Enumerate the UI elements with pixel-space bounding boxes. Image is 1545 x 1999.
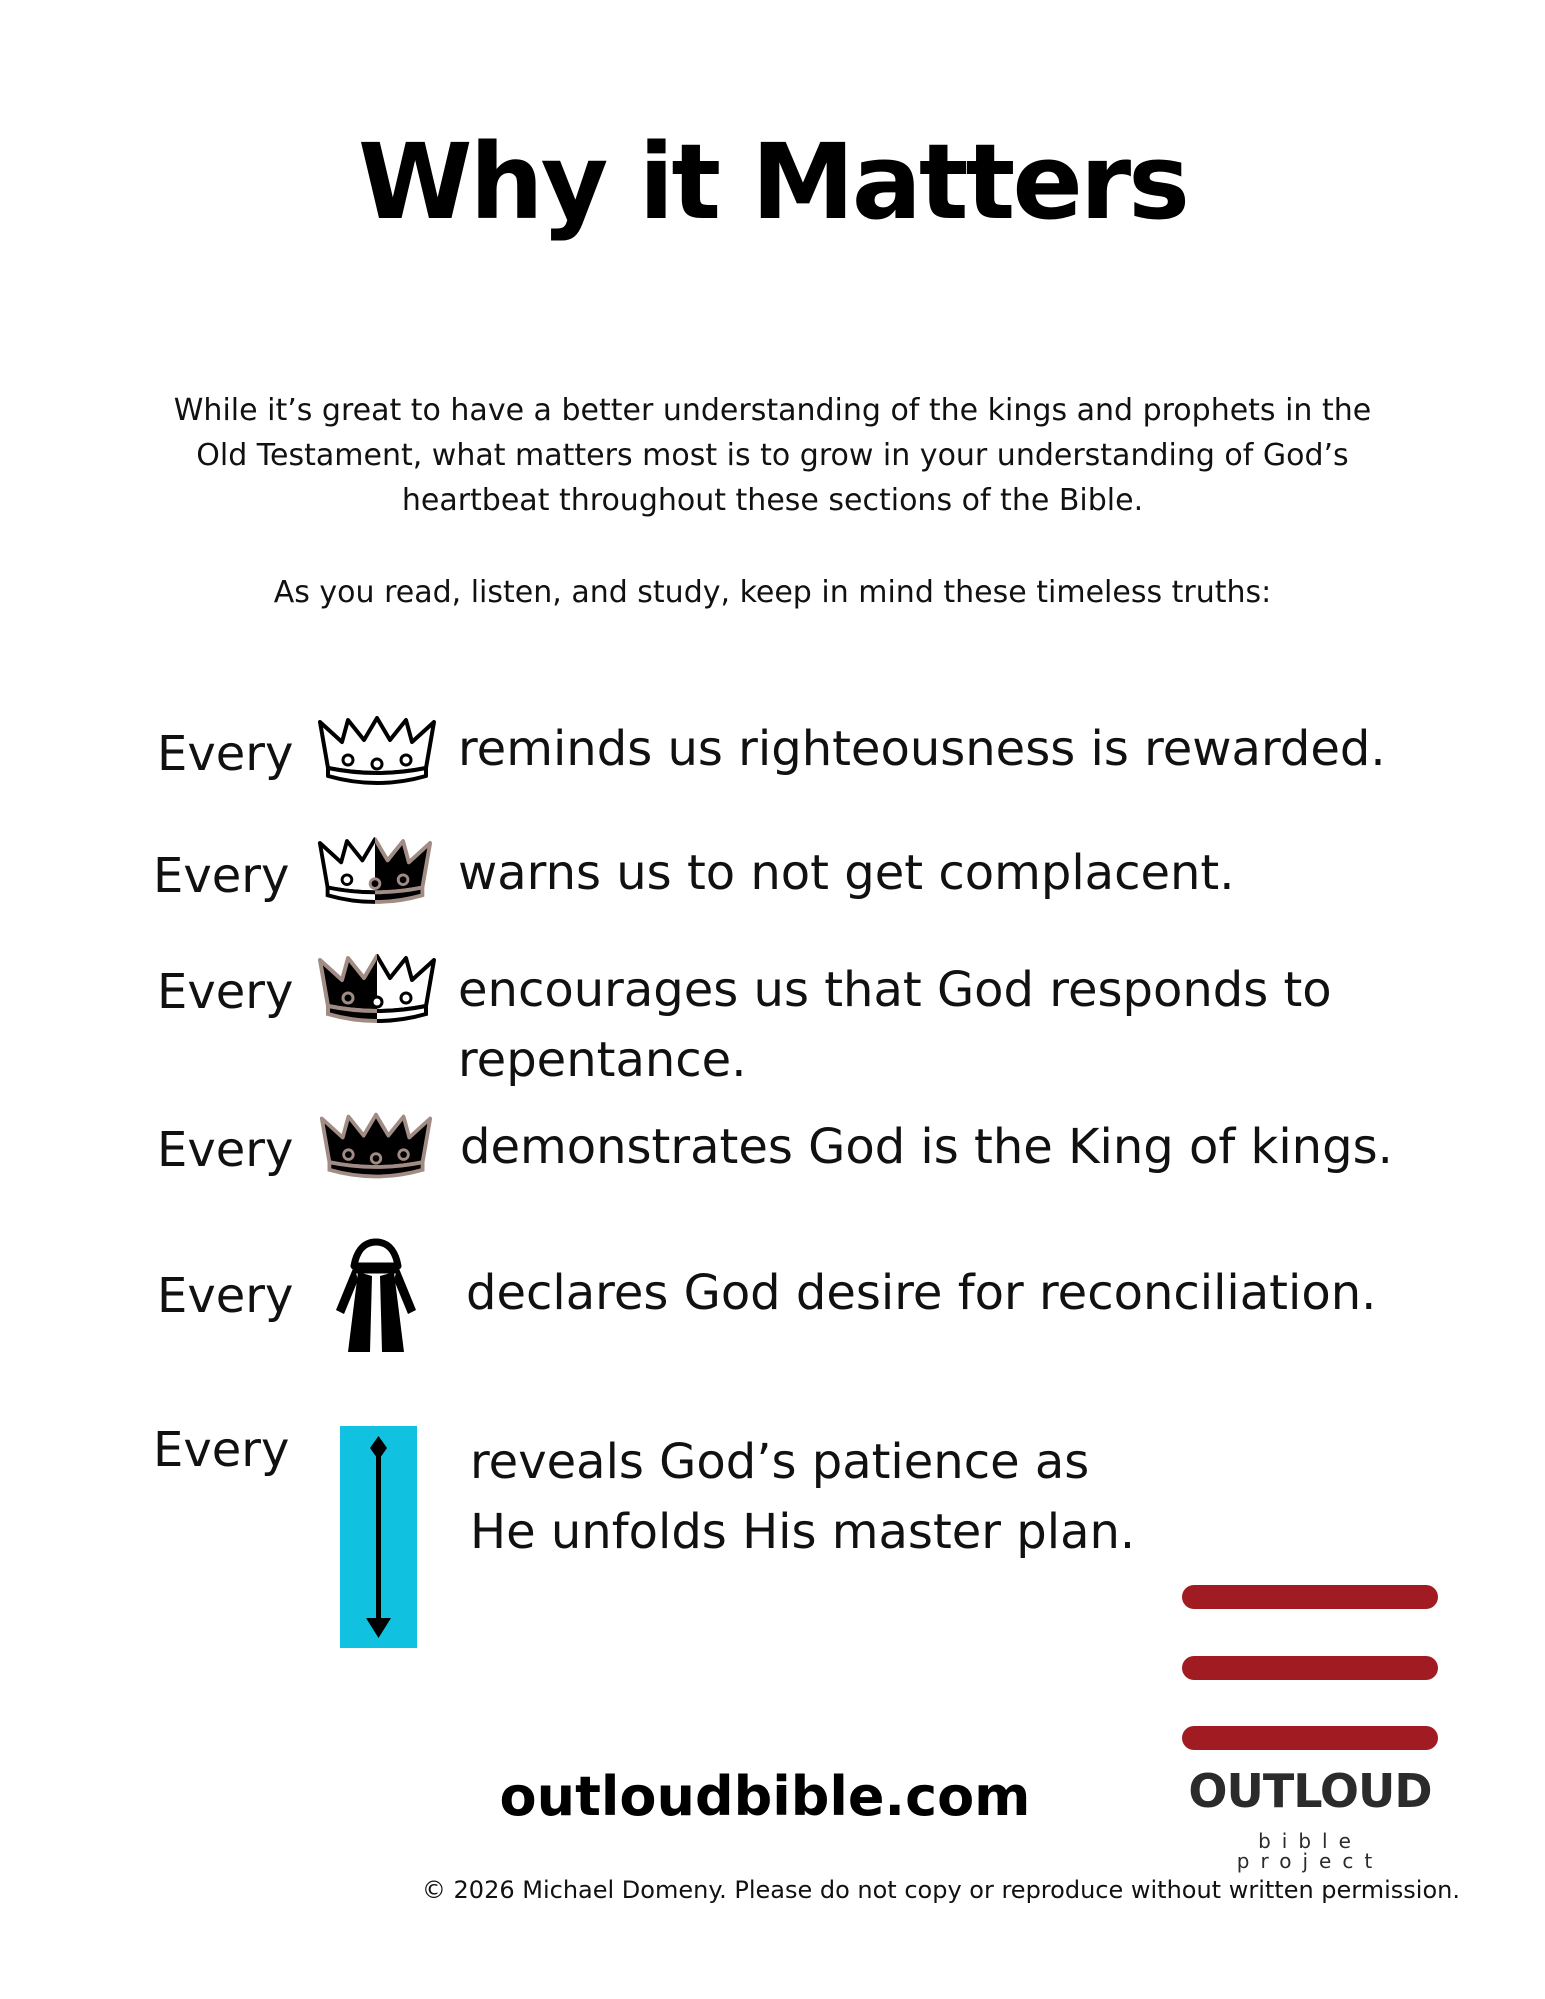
white-crown-icon xyxy=(316,716,438,788)
black-crown-icon xyxy=(318,1112,434,1182)
copyright-notice: © 2026 Michael Domeny. Please do not copy or reproduce without written permission. xyxy=(421,1876,1460,1904)
truth-text: reveals God’s patience as He unfolds His master plan. xyxy=(470,1434,1136,1560)
intro-paragraph: While it’s great to have a better understanding of the kings and prophets in the Old Testament, what matters most is to grow in your understanding of God’s heartbeat throughout these sections of the Bible. xyxy=(173,393,1372,518)
half-black-half-white-crown-icon xyxy=(316,954,438,1026)
logo-bar xyxy=(1182,1726,1438,1750)
truth-lead: Every xyxy=(153,1422,290,1478)
truth-lead: Every xyxy=(157,964,294,1020)
website-link[interactable]: outloudbible.com xyxy=(499,1765,1031,1828)
truths-prompt: As you read, listen, and study, keep in mind these timeless truths: xyxy=(273,575,1272,610)
timeline-arrow-icon xyxy=(340,1426,417,1648)
page-title: Why it Matters xyxy=(357,121,1188,243)
truth-text: declares God desire for reconciliation. xyxy=(466,1265,1377,1321)
prophet-robe-icon xyxy=(328,1236,424,1356)
truth-text: demonstrates God is the King of kings. xyxy=(460,1119,1393,1175)
logo-wordmark: OUTLOUD xyxy=(1188,1764,1432,1818)
truth-text: warns us to not get complacent. xyxy=(458,845,1235,901)
truth-lead: Every xyxy=(157,1122,294,1178)
truth-lead: Every xyxy=(153,848,290,904)
half-white-half-black-crown-icon xyxy=(316,836,434,908)
truth-text: reminds us righteousness is rewarded. xyxy=(458,721,1386,777)
logo-bar xyxy=(1182,1585,1438,1609)
logo-bar xyxy=(1182,1656,1438,1680)
truth-lead: Every xyxy=(157,726,294,782)
truth-text: encourages us that God responds to repentance. xyxy=(458,962,1332,1088)
truth-lead: Every xyxy=(157,1268,294,1324)
logo-tagline: bible project xyxy=(1236,1829,1384,1873)
outloud-logo xyxy=(1180,1585,1440,1873)
